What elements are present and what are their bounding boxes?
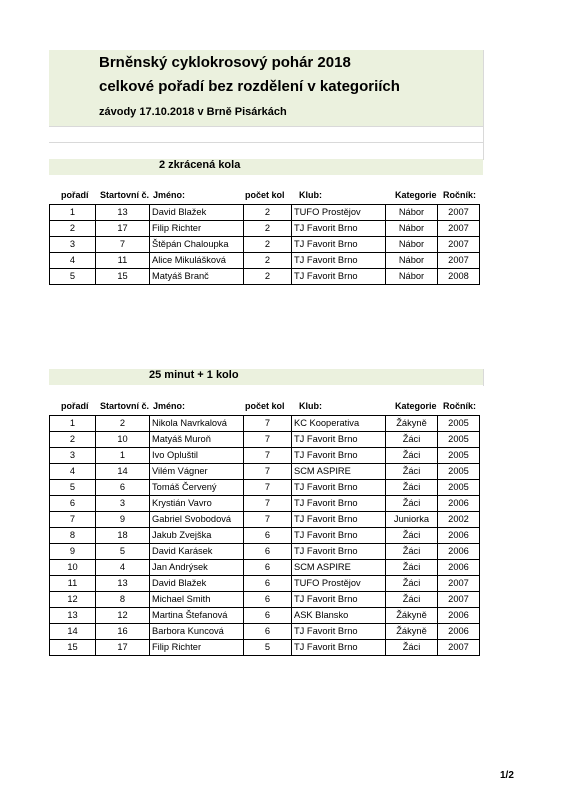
column-headers: [49, 189, 483, 203]
cell-name: Nikola Navrkalová: [150, 416, 244, 432]
cell-year: 2006: [438, 608, 480, 624]
cell-start-number: 8: [96, 592, 150, 608]
cell-club: TJ Favorit Brno: [292, 512, 386, 528]
cell-laps: 2: [244, 221, 292, 237]
col-header-year: Ročník:: [443, 401, 477, 411]
section-heading: 25 minut + 1 kolo: [149, 369, 239, 381]
cell-club: TJ Favorit Brno: [292, 640, 386, 656]
cell-laps: 7: [244, 448, 292, 464]
cell-club: ASK Blansko: [292, 608, 386, 624]
cell-start-number: 11: [96, 253, 150, 269]
cell-name: David Blažek: [150, 205, 244, 221]
table-row: [50, 432, 480, 448]
cell-start-number: 14: [96, 464, 150, 480]
col-header-rank: pořadí: [61, 401, 89, 411]
cell-category: Žáci: [386, 528, 438, 544]
cell-rank: 4: [50, 253, 96, 269]
cell-name: Gabriel Svobodová: [150, 512, 244, 528]
cell-year: 2007: [438, 221, 480, 237]
cell-name: Krystián Vavro: [150, 496, 244, 512]
cell-laps: 6: [244, 624, 292, 640]
cell-category: Žáci: [386, 480, 438, 496]
cell-start-number: 6: [96, 480, 150, 496]
cell-year: 2008: [438, 269, 480, 285]
cell-start-number: 9: [96, 512, 150, 528]
cell-rank: 12: [50, 592, 96, 608]
table-row: [50, 624, 480, 640]
col-header-start-number: Startovní č.: [100, 401, 150, 411]
cell-laps: 7: [244, 512, 292, 528]
cell-name: Matyáš Branč: [150, 269, 244, 285]
cell-year: 2006: [438, 560, 480, 576]
grid-line: [483, 369, 484, 386]
cell-year: 2005: [438, 432, 480, 448]
race-date: závody 17.10.2018 v Brně Pisárkách: [99, 106, 287, 118]
table-row: [50, 528, 480, 544]
cell-club: TJ Favorit Brno: [292, 592, 386, 608]
cell-rank: 10: [50, 560, 96, 576]
col-header-category: Kategorie: [395, 190, 437, 200]
cell-category: Nábor: [386, 205, 438, 221]
cell-laps: 7: [244, 416, 292, 432]
cell-laps: 6: [244, 544, 292, 560]
cell-start-number: 17: [96, 221, 150, 237]
col-header-rank: pořadí: [61, 190, 89, 200]
cell-club: SCM ASPIRE: [292, 464, 386, 480]
cell-year: 2002: [438, 512, 480, 528]
table-row: [50, 576, 480, 592]
cell-club: TJ Favorit Brno: [292, 253, 386, 269]
cell-laps: 2: [244, 269, 292, 285]
cell-category: Žáci: [386, 432, 438, 448]
cell-rank: 3: [50, 448, 96, 464]
table-row: [50, 608, 480, 624]
table-row: [50, 544, 480, 560]
col-header-laps: počet kol: [245, 190, 285, 200]
cell-year: 2006: [438, 528, 480, 544]
cell-laps: 6: [244, 560, 292, 576]
cell-category: Žáci: [386, 640, 438, 656]
cell-category: Žáci: [386, 448, 438, 464]
table-row: [50, 448, 480, 464]
cell-club: TJ Favorit Brno: [292, 624, 386, 640]
cell-club: TJ Favorit Brno: [292, 480, 386, 496]
cell-rank: 5: [50, 269, 96, 285]
col-header-name: Jméno:: [153, 401, 186, 411]
cell-year: 2005: [438, 416, 480, 432]
cell-category: Nábor: [386, 237, 438, 253]
col-header-category: Kategorie: [395, 401, 437, 411]
cell-rank: 3: [50, 237, 96, 253]
cell-club: TJ Favorit Brno: [292, 544, 386, 560]
cell-name: Matyáš Muroň: [150, 432, 244, 448]
cell-year: 2007: [438, 576, 480, 592]
table-row: [50, 205, 480, 221]
cell-laps: 6: [244, 528, 292, 544]
cell-laps: 7: [244, 480, 292, 496]
cell-start-number: 5: [96, 544, 150, 560]
cell-name: David Karásek: [150, 544, 244, 560]
column-headers: [49, 400, 483, 414]
col-header-start-number: Startovní č.: [100, 190, 150, 200]
cell-name: Martina Štefanová: [150, 608, 244, 624]
cell-rank: 5: [50, 480, 96, 496]
grid-line: [483, 50, 484, 160]
cell-year: 2005: [438, 480, 480, 496]
cell-category: Žákyně: [386, 608, 438, 624]
document-subtitle: celkové pořadí bez rozdělení v kategoriích: [99, 78, 400, 95]
cell-rank: 15: [50, 640, 96, 656]
table-row: [50, 512, 480, 528]
cell-laps: 2: [244, 253, 292, 269]
grid-line: [49, 126, 483, 127]
cell-rank: 1: [50, 205, 96, 221]
cell-laps: 7: [244, 464, 292, 480]
cell-laps: 2: [244, 237, 292, 253]
cell-club: SCM ASPIRE: [292, 560, 386, 576]
col-header-club: Klub:: [299, 401, 322, 411]
cell-name: Jan Andrýsek: [150, 560, 244, 576]
table-row: [50, 592, 480, 608]
cell-name: Štěpán Chaloupka: [150, 237, 244, 253]
cell-year: 2006: [438, 544, 480, 560]
cell-start-number: 13: [96, 205, 150, 221]
cell-start-number: 15: [96, 269, 150, 285]
cell-category: Nábor: [386, 221, 438, 237]
section-heading: 2 zkrácená kola: [159, 159, 241, 171]
cell-name: Filip Richter: [150, 221, 244, 237]
table-row: [50, 480, 480, 496]
results-table: [49, 415, 480, 656]
cell-club: TJ Favorit Brno: [292, 528, 386, 544]
cell-start-number: 10: [96, 432, 150, 448]
cell-year: 2007: [438, 640, 480, 656]
cell-category: Žáci: [386, 544, 438, 560]
cell-name: Jakub Zvejška: [150, 528, 244, 544]
document-title: Brněnský cyklokrosový pohár 2018: [99, 54, 351, 71]
cell-year: 2007: [438, 237, 480, 253]
cell-name: Ivo Opluštil: [150, 448, 244, 464]
col-header-club: Klub:: [299, 190, 322, 200]
cell-laps: 2: [244, 205, 292, 221]
cell-category: Žáci: [386, 496, 438, 512]
cell-start-number: 7: [96, 237, 150, 253]
cell-name: David Blažek: [150, 576, 244, 592]
cell-rank: 13: [50, 608, 96, 624]
cell-category: Žákyně: [386, 624, 438, 640]
cell-start-number: 3: [96, 496, 150, 512]
cell-laps: 7: [244, 496, 292, 512]
cell-year: 2007: [438, 205, 480, 221]
cell-category: Žáci: [386, 464, 438, 480]
cell-laps: 5: [244, 640, 292, 656]
cell-year: 2006: [438, 624, 480, 640]
cell-start-number: 13: [96, 576, 150, 592]
results-table: [49, 204, 480, 285]
cell-start-number: 12: [96, 608, 150, 624]
cell-laps: 6: [244, 592, 292, 608]
page-number: 1/2: [500, 770, 514, 781]
cell-club: TJ Favorit Brno: [292, 432, 386, 448]
table-row: [50, 640, 480, 656]
cell-start-number: 16: [96, 624, 150, 640]
cell-category: Žáci: [386, 592, 438, 608]
cell-rank: 9: [50, 544, 96, 560]
section-heading-bar: [49, 159, 483, 175]
table-row: [50, 253, 480, 269]
cell-club: TJ Favorit Brno: [292, 269, 386, 285]
cell-rank: 2: [50, 221, 96, 237]
cell-name: Alice Mikulášková: [150, 253, 244, 269]
cell-club: TJ Favorit Brno: [292, 221, 386, 237]
cell-name: Michael Smith: [150, 592, 244, 608]
title-block: [49, 50, 483, 126]
cell-laps: 6: [244, 576, 292, 592]
cell-category: Žákyně: [386, 416, 438, 432]
cell-rank: 11: [50, 576, 96, 592]
col-header-laps: počet kol: [245, 401, 285, 411]
cell-club: KC Kooperativa: [292, 416, 386, 432]
cell-name: Tomáš Červený: [150, 480, 244, 496]
cell-start-number: 18: [96, 528, 150, 544]
col-header-year: Ročník:: [443, 190, 477, 200]
cell-laps: 6: [244, 608, 292, 624]
cell-name: Barbora Kuncová: [150, 624, 244, 640]
cell-club: TJ Favorit Brno: [292, 237, 386, 253]
section-heading-bar: [49, 369, 483, 385]
cell-rank: 1: [50, 416, 96, 432]
cell-rank: 7: [50, 512, 96, 528]
cell-club: TJ Favorit Brno: [292, 496, 386, 512]
table-row: [50, 416, 480, 432]
cell-category: Nábor: [386, 253, 438, 269]
cell-start-number: 1: [96, 448, 150, 464]
table-row: [50, 221, 480, 237]
grid-line: [49, 142, 483, 143]
cell-year: 2007: [438, 253, 480, 269]
cell-name: Filip Richter: [150, 640, 244, 656]
cell-rank: 14: [50, 624, 96, 640]
table-row: [50, 560, 480, 576]
col-header-name: Jméno:: [153, 190, 186, 200]
table-row: [50, 237, 480, 253]
cell-rank: 4: [50, 464, 96, 480]
table-row: [50, 269, 480, 285]
cell-year: 2006: [438, 496, 480, 512]
cell-start-number: 17: [96, 640, 150, 656]
cell-year: 2005: [438, 464, 480, 480]
cell-category: Žáci: [386, 560, 438, 576]
cell-category: Juniorka: [386, 512, 438, 528]
cell-club: TJ Favorit Brno: [292, 448, 386, 464]
cell-category: Nábor: [386, 269, 438, 285]
table-row: [50, 464, 480, 480]
cell-rank: 8: [50, 528, 96, 544]
cell-club: TUFO Prostějov: [292, 205, 386, 221]
cell-category: Žáci: [386, 576, 438, 592]
cell-year: 2007: [438, 592, 480, 608]
cell-rank: 6: [50, 496, 96, 512]
table-row: [50, 496, 480, 512]
cell-rank: 2: [50, 432, 96, 448]
cell-club: TUFO Prostějov: [292, 576, 386, 592]
cell-name: Vilém Vágner: [150, 464, 244, 480]
cell-laps: 7: [244, 432, 292, 448]
cell-start-number: 2: [96, 416, 150, 432]
cell-year: 2005: [438, 448, 480, 464]
cell-start-number: 4: [96, 560, 150, 576]
